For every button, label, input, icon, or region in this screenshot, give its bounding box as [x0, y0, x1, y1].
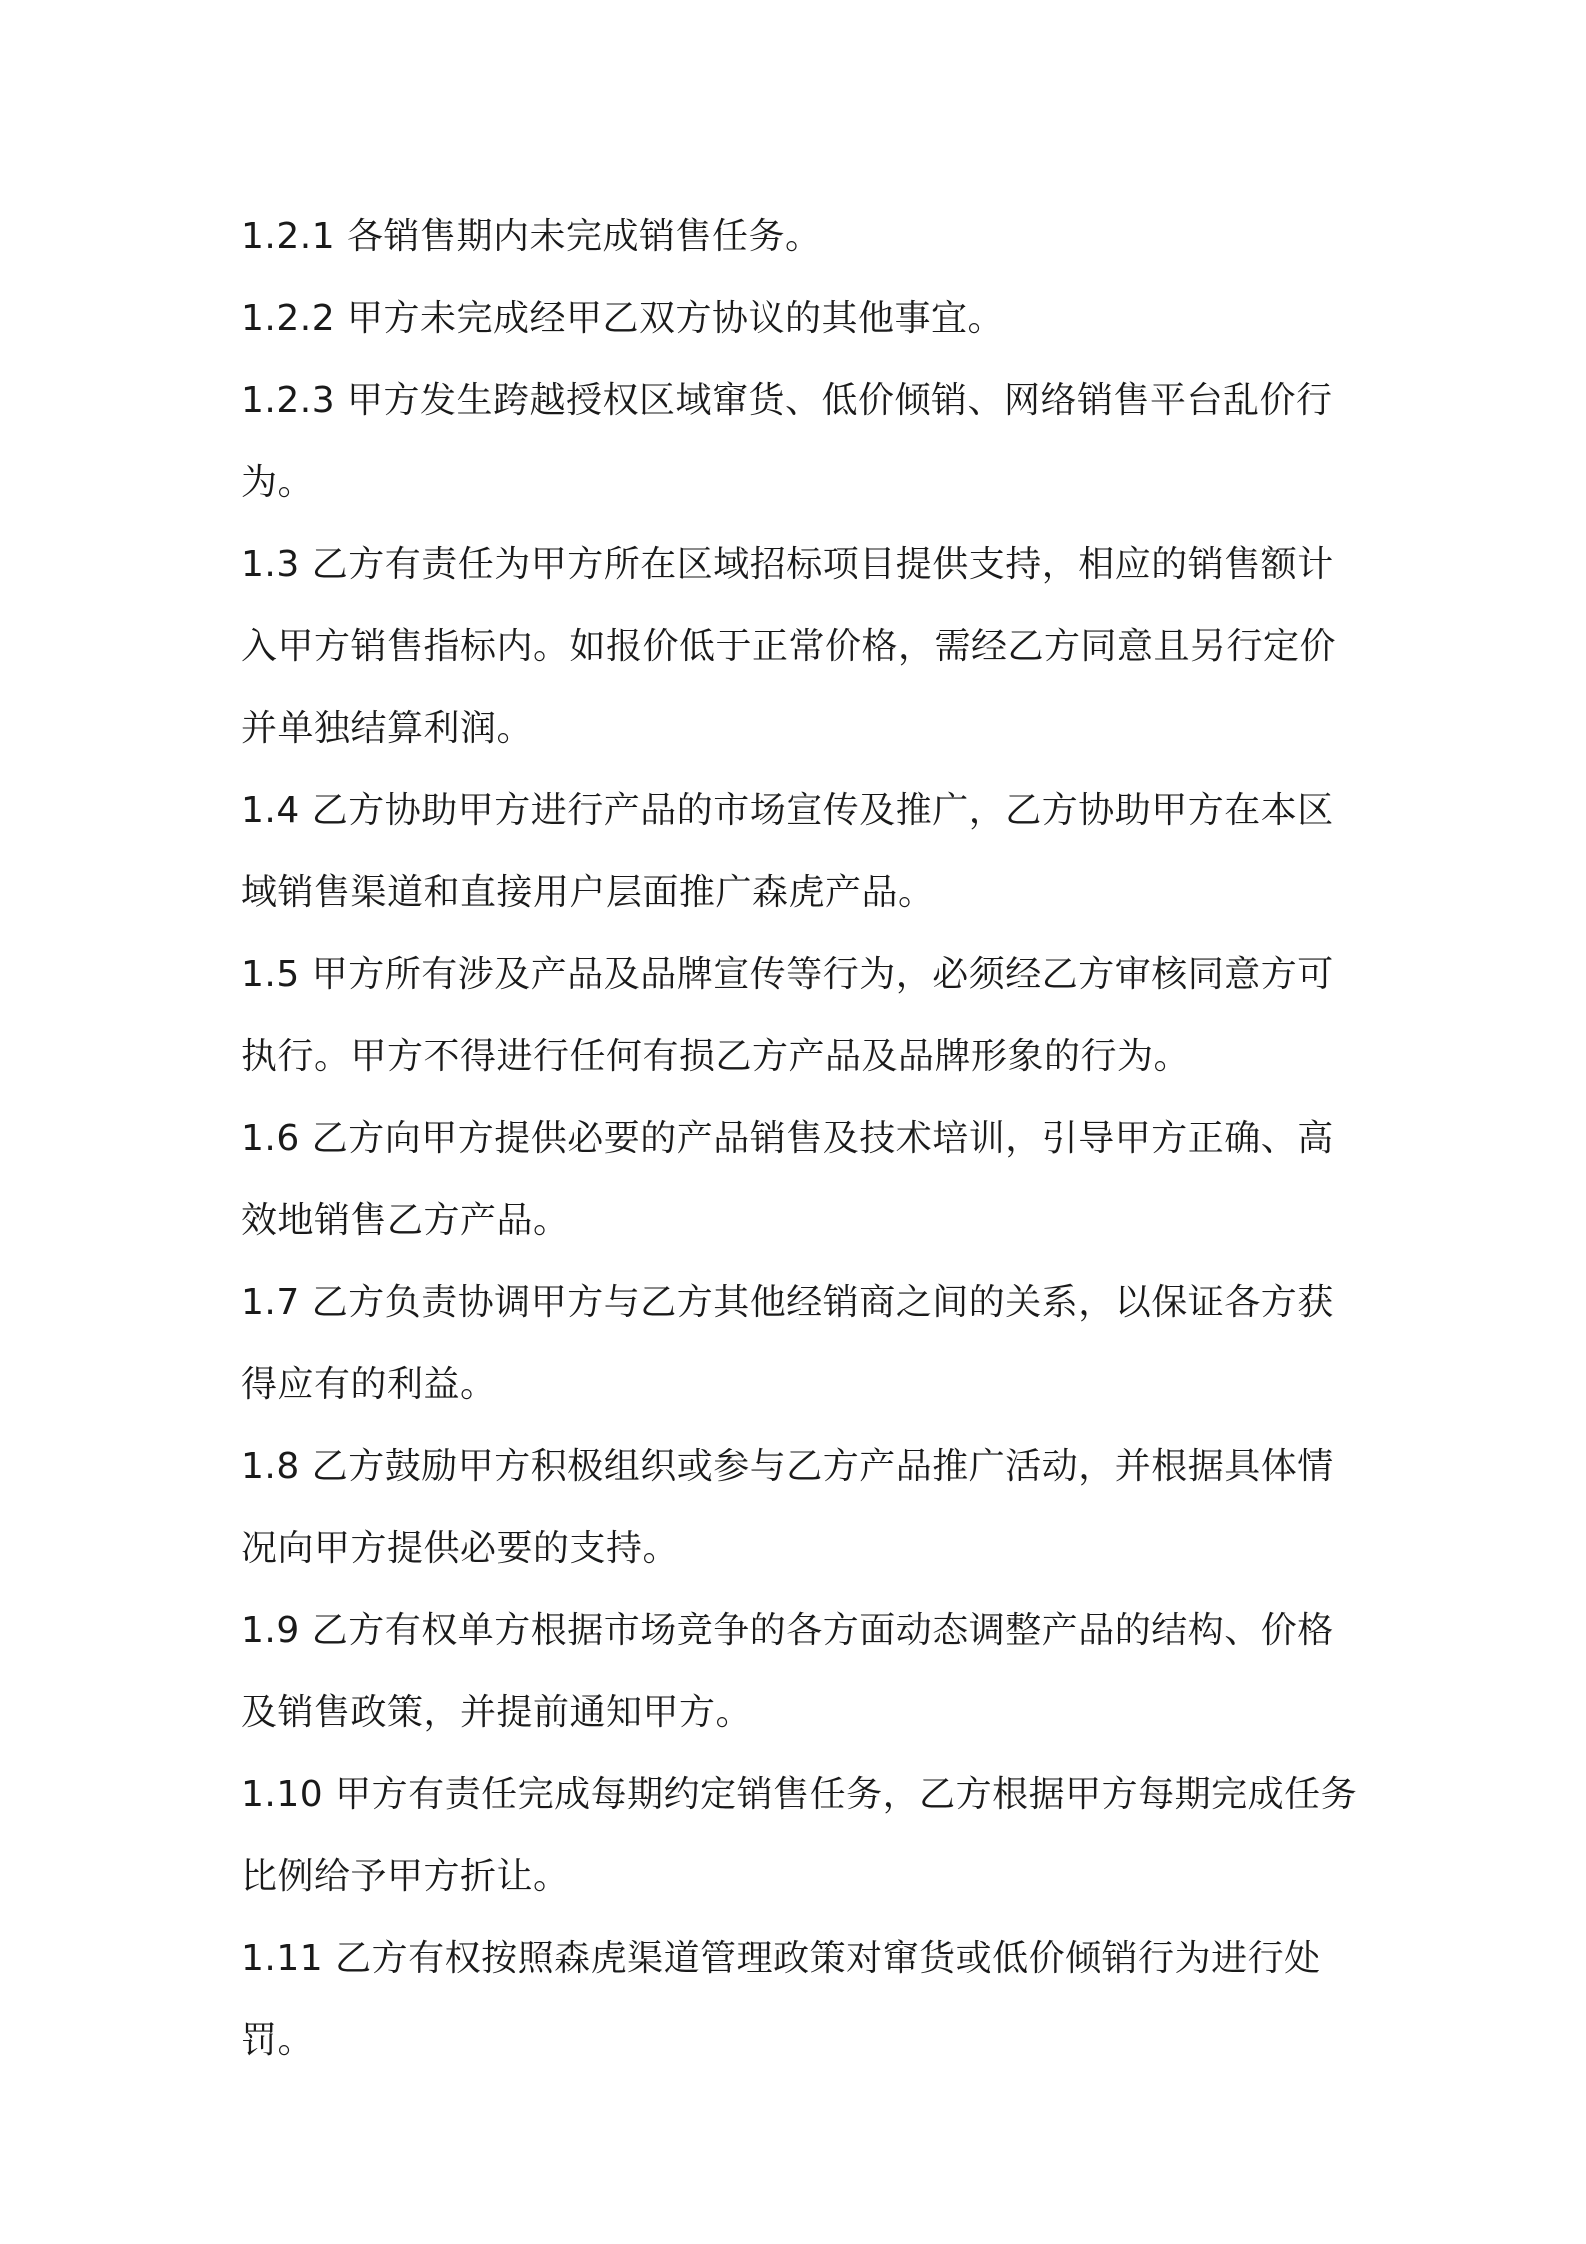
clause-1-3: 1.3 乙方有责任为甲方所在区域招标项目提供支持，相应的销售额计入甲方销售指标内。如报价低于正常价格，需经乙方同意且另行定价并单独结算利润。 [241, 544, 1337, 749]
clause-1-5: 1.5 甲方所有涉及产品及品牌宣传等行为，必须经乙方审核同意方可执行。甲方不得进行任何有损乙方产品及品牌形象的行为。 [241, 954, 1334, 1077]
clause-1-2-2: 1.2.2 甲方未完成经甲乙双方协议的其他事宜。 [241, 298, 1005, 339]
clause-1-4: 1.4 乙方协助甲方进行产品的市场宣传及推广，乙方协助甲方在本区域销售渠道和直接用户层面推广森虎产品。 [241, 790, 1334, 913]
clause-1-2-3: 1.2.3 甲方发生跨越授权区域窜货、低价倾销、网络销售平台乱价行为。 [241, 380, 1333, 503]
clause-1-8: 1.8 乙方鼓励甲方积极组织或参与乙方产品推广活动，并根据具体情况向甲方提供必要的支持。 [241, 1446, 1334, 1569]
clause-1-9: 1.9 乙方有权单方根据市场竞争的各方面动态调整产品的结构、价格及销售政策，并提前通知甲方。 [241, 1610, 1334, 1733]
clause-1-11: 1.11 乙方有权按照森虎渠道管理政策对窜货或低价倾销行为进行处罚。 [241, 1938, 1321, 2061]
clause-1-6: 1.6 乙方向甲方提供必要的产品销售及技术培训，引导甲方正确、高效地销售乙方产品。 [241, 1118, 1334, 1241]
document-body [241, 196, 1361, 2082]
clause-1-10: 1.10 甲方有责任完成每期约定销售任务，乙方根据甲方每期完成任务比例给予甲方折让。 [241, 1774, 1358, 1897]
clause-1-2-1: 1.2.1 各销售期内未完成销售任务。 [241, 216, 822, 257]
clause-1-7: 1.7 乙方负责协调甲方与乙方其他经销商之间的关系，以保证各方获得应有的利益。 [241, 1282, 1334, 1405]
